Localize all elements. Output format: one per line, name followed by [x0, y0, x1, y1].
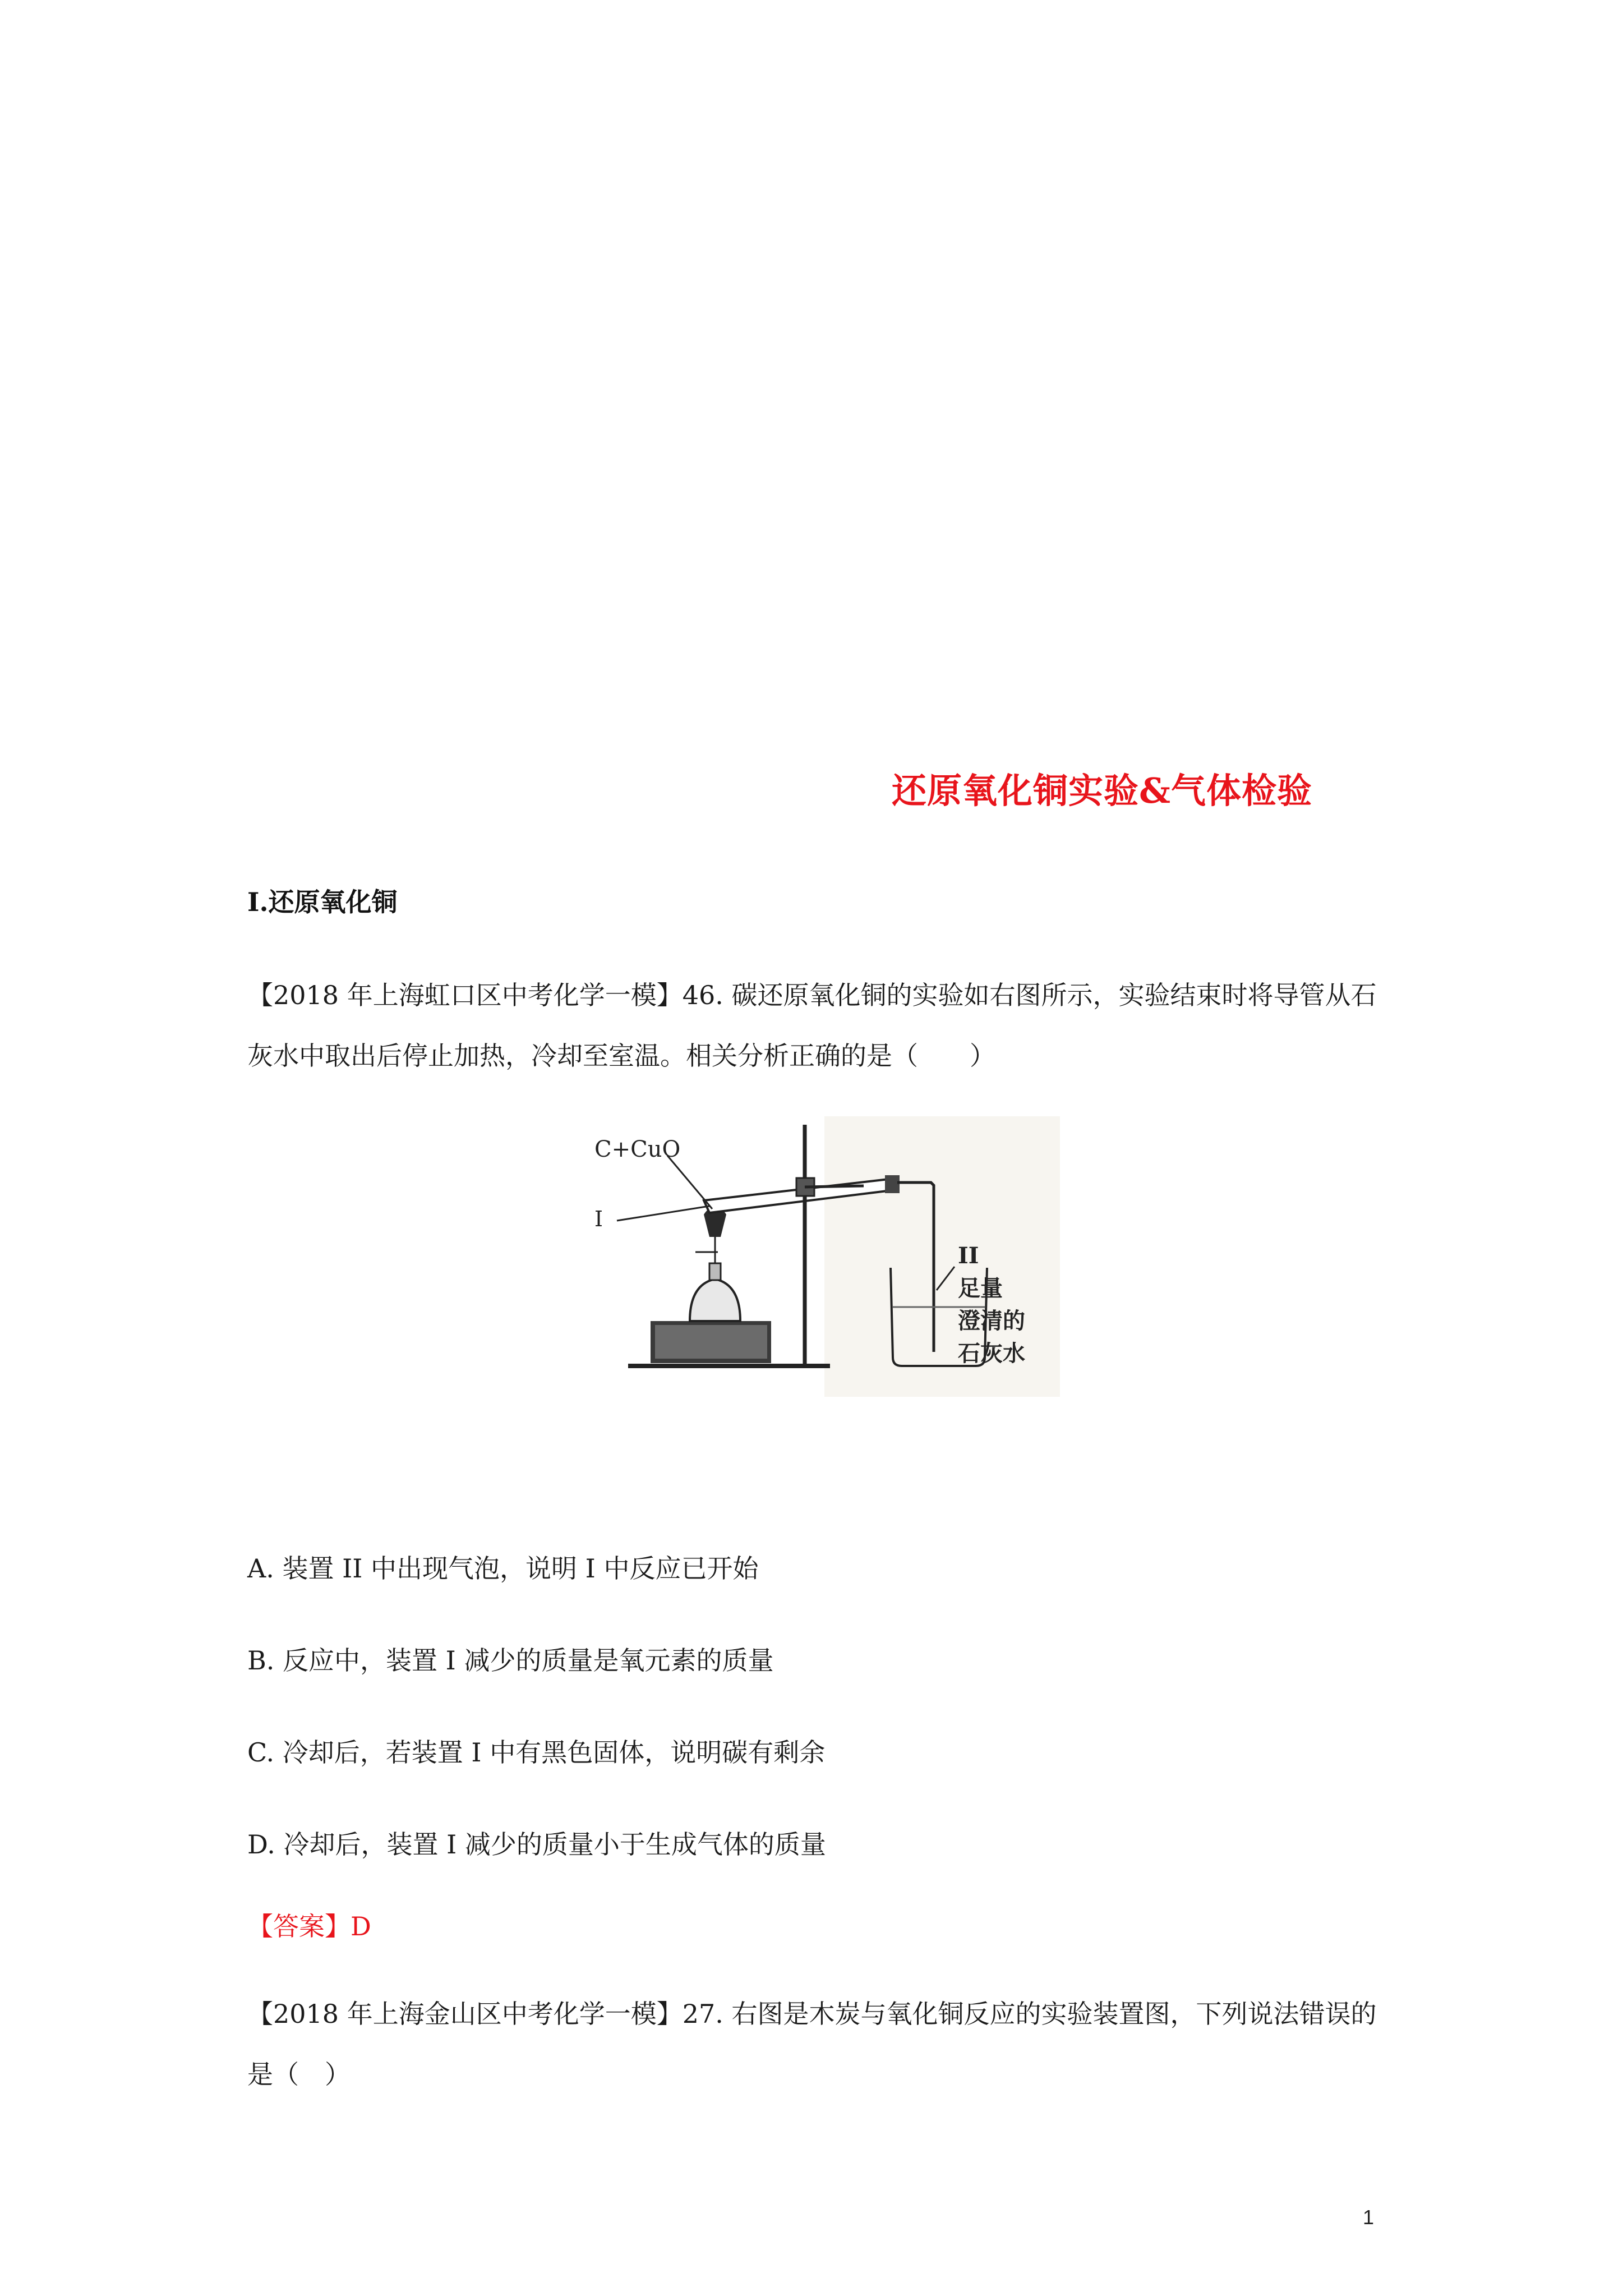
- clamp-arm: [805, 1186, 864, 1187]
- answer: 【答案】D: [247, 1911, 371, 1941]
- apparatus-diagram: [583, 1116, 1060, 1397]
- limewater-label-line-1: 足量: [958, 1275, 1003, 1301]
- question-1-text: 【2018 年上海虹口区中考化学一模】46. 碳还原氧化铜的实验如右图所示，实验结束时将导管从石灰水中取出后停止加热，冷却至室温。相关分析正确的是（ ）: [247, 980, 1377, 1071]
- option-c: C. 冷却后，若装置 I 中有黑色固体，说明碳有剩余: [247, 1737, 826, 1768]
- reactants-label: C+CuO: [594, 1137, 681, 1162]
- lamp-wick-holder: [709, 1263, 721, 1280]
- option-d: D. 冷却后，装置 I 减少的质量小于生成气体的质量: [247, 1829, 826, 1860]
- stopper: [885, 1175, 900, 1193]
- limewater-label-line-3: 石灰水: [958, 1340, 1025, 1366]
- apparatus-figure: [583, 1116, 1060, 1397]
- question-2-text: 【2018 年上海金山区中考化学一模】27. 右图是木炭与氧化铜反应的实验装置图，下列说法错误的是（ ）: [247, 1999, 1377, 2090]
- option-b: B. 反应中，装置 I 减少的质量是氧元素的质量: [247, 1645, 774, 1676]
- section-heading: Ⅰ.还原氧化铜: [247, 887, 398, 917]
- option-a: A. 装置 II 中出现气泡，说明 I 中反应已开始: [247, 1553, 759, 1584]
- device-2-label: II: [958, 1243, 979, 1269]
- wood-block-grain: [655, 1325, 767, 1359]
- device-1-label: I: [594, 1207, 603, 1231]
- label-line-reactants: [667, 1156, 712, 1209]
- label-line-1: [617, 1206, 709, 1221]
- limewater-label-line-2: 澄清的: [958, 1308, 1025, 1334]
- page-title: 还原氧化铜实验&气体检验: [892, 770, 1312, 811]
- page-number: 1: [1363, 2206, 1375, 2229]
- alcohol-lamp: [690, 1279, 740, 1321]
